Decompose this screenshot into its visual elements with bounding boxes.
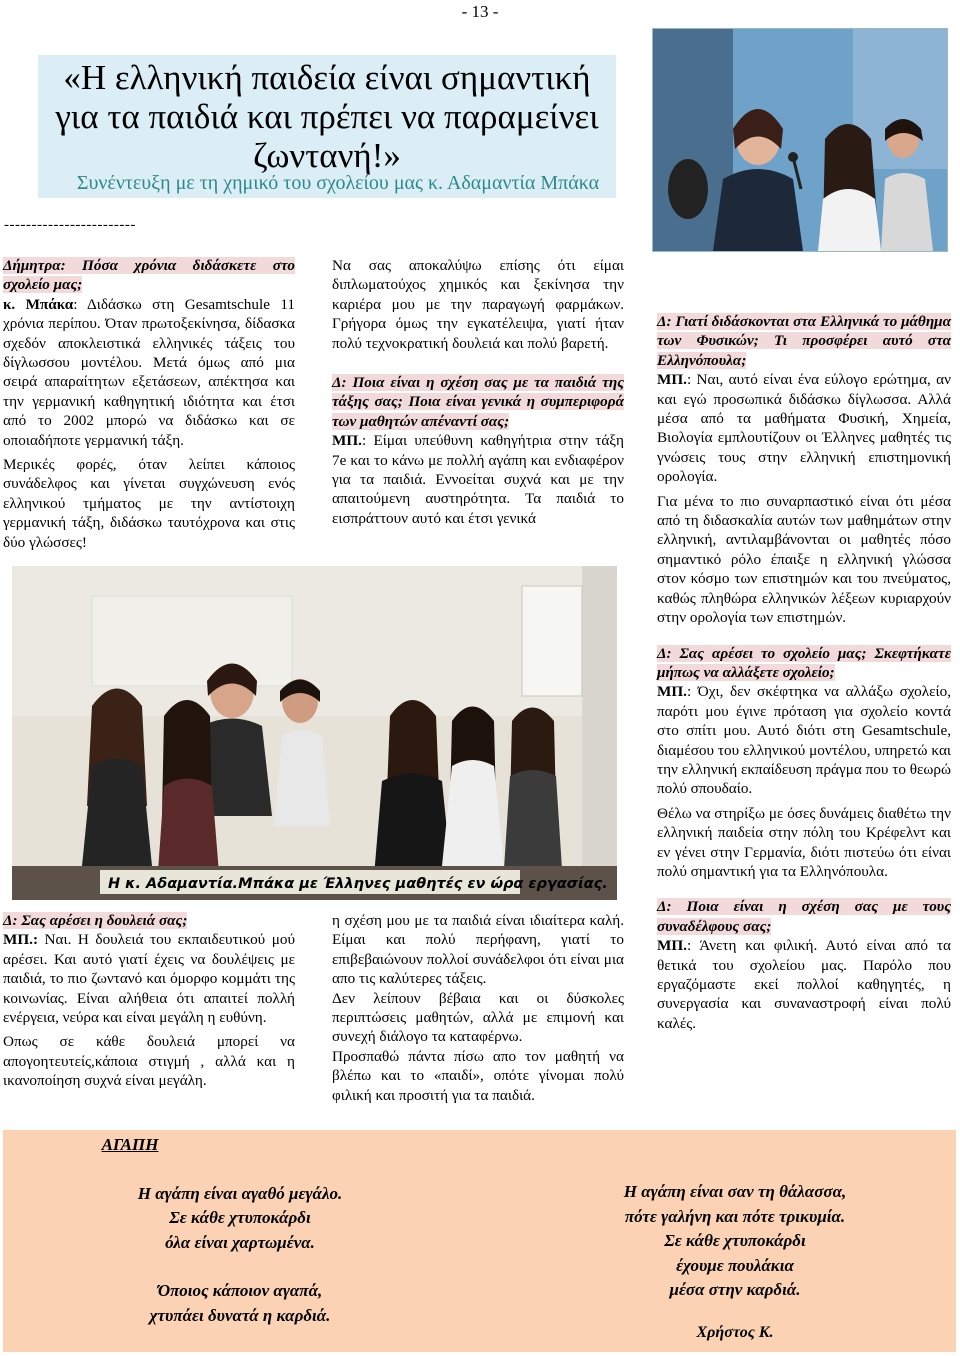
question-years-teaching: Δήμητρα: Πόσα χρόνια διδάσκετε στο σχολείο μας; bbox=[3, 257, 295, 294]
poem-line: Σε κάθε χτυποκάρδι bbox=[664, 1231, 806, 1250]
answer-like-job: Ναι. Η δουλειά του εκπαιδευτικού μού αρέσει. Και αυτό γιατί έχεις να δουλέψεις με παιδιά, το πιο ζωντανό και όμορφο κομμάτι της κοινωνίας. Είναι αλήθεια ότι απαιτεί πολλή ενέργεια, νεύρα και είναι μεγάλη η ευθύνη. bbox=[3, 931, 295, 1027]
poem-author: Χρήστος Κ. bbox=[696, 1323, 774, 1341]
answer-like-job-cont: Οπως σε κάθε δουλειά μπορεί να απογοητευτείς,κάποια στιγμή , αλλά και η ικανοποίηση συχνά είναι μεγάλη. bbox=[3, 1033, 295, 1090]
bottom-left-text bbox=[3, 911, 295, 1096]
answer-years-teaching-cont: Μερικές φορές, όταν λείπει κάποιος συνάδελφος και γίνεται συγχώνευση ενός ελληνικού τμήματος με την αντίστοιχη γερμανική τάξη, διδάσκω ταυτόχρονα και στις δύο γλώσσες! bbox=[3, 456, 295, 551]
poem-line: Η αγάπη είναι σαν τη θάλασσα, bbox=[623, 1182, 847, 1201]
column-1-text bbox=[3, 256, 295, 557]
difficult-cases-text: Δεν λείπουν βέβαια και οι δύσκολες περιπτώσεις μαθητών, αλλά με επιμονή και συνεχή διάλογο τα καταφέρνω. bbox=[332, 989, 624, 1046]
class-relation-cont: η σχέση μου με τα παιδιά είναι ιδιαίτερα καλή. Είμαι και πολύ περήφανη, γιατί το επιβεβαιώνουν πολλοί συνάδελφοι ότι είναι μια απο τις καλύτερες τάξεις. bbox=[332, 912, 624, 988]
poem-line: πότε γαλήνη και πότε τρικυμία. bbox=[624, 1206, 846, 1226]
photo-caption: Η κ. Αδαμαντία.Μπάκα με Έλληνες μαθητές εν ώρα εργασίας. bbox=[108, 876, 608, 892]
group-photo bbox=[12, 566, 617, 900]
poem-left bbox=[60, 1133, 420, 1328]
poem-title: ΑΓΑΠΗ bbox=[101, 1135, 159, 1154]
answer-physics-greek: : Ναι, αυτό είναι ένα εύλογο ερώτημα, αν και εγώ προσωπικά διδάσκω δίγλωσσα. Αλλά μέσα από τα μαθήματα Φυσική, Χημεία, Βιολογία εμπλουτίζουν οι Έλληνες μαθητές τις γνώσεις τους στην ελληνική επιστημονική ορολογία. bbox=[657, 371, 951, 486]
poem-right bbox=[555, 1180, 915, 1345]
answer-like-school: : Όχι, δεν σκέφτηκα να αλλάξω σχολείο, παρότι μου έγινε πρόταση για σχολείο κοντά στο σπίτι μου. Αυτό διότι στη Gesamtschule, διαμέσου του ελληνικού μοντέλου, υπηρετώ και την ελληνική εκπαίδευση πράγμα που το θεωρώ πολύ σπουδαίο. bbox=[657, 683, 951, 798]
question-like-school: Δ: Σας αρέσει το σχολείο μας; Σκεφτήκατε μήπως να αλλάξετε σχολείο; bbox=[657, 644, 951, 681]
child-view-text: Προσπαθώ πάντα πίσω απο τον μαθητή να βλέπω και το «παιδί», οπότε γίνομαι πολύ φιλική και προσιτή για τα παιδιά. bbox=[332, 1047, 624, 1104]
interview-photo bbox=[652, 28, 948, 252]
poem-line: Όποιος κάποιον αγαπά, bbox=[157, 1281, 323, 1300]
answer-speaker: κ. Μπάκα bbox=[3, 295, 74, 313]
answer-years-teaching: : Διδάσκω στη Gesamtschule 11 χρόνια περίπου. Όταν πρωτοξεκίνησα, δίδασκα σχεδόν αποκλειστικά ελληνικές τάξεις του δίγλωσσου μοντέλου. Μετά όμως από μια σειρά απαραίτητων εξετάσεων, απέκτησα και την γερμανική καθηγητική ιδιότητα και έτσι από το 2002 μπορώ να διδάσκω και σε οποιαδήποτε γερμανική τάξη. bbox=[3, 295, 295, 449]
answer-speaker: ΜΠ. bbox=[657, 937, 687, 955]
answer-speaker: ΜΠ. bbox=[657, 683, 687, 701]
page-number: - 13 - bbox=[461, 2, 499, 21]
poem-line: μέσα στην καρδιά. bbox=[669, 1280, 801, 1299]
bottom-middle-text bbox=[332, 911, 624, 1105]
answer-class-relation: : Είμαι υπεύθυνη καθηγήτρια στην τάξη 7e και το κάνω με πολλή αγάπη και ενδιαφέρον για τα παιδιά. Εννοείται συχνά και με την απαιτούμενη αυστηρότητα. Τα παιδιά το εισπράττουν αυτό και έτσι γενικά bbox=[332, 432, 624, 527]
poem-line: όλα είναι χαρτωμένα. bbox=[165, 1232, 315, 1252]
answer-speaker: ΜΠ.: bbox=[3, 931, 39, 949]
poem-line: έχουμε πουλάκια bbox=[676, 1255, 794, 1275]
chemist-career-text: Να σας αποκαλύψω επίσης ότι είμαι διπλωματούχος χημικός και ξεκίνησα την καριέρα μου με την παραγωγή φαρμάκων. Γρήγορα όμως την εγκατέλειψα, γιατί ήταν πολύ τεχνοκρατική δουλειά και πολύ βαρετή. bbox=[332, 257, 624, 352]
question-colleagues: Δ: Ποια είναι η σχέση σας με τους συναδέλφους σας; bbox=[657, 898, 951, 935]
column-2-text bbox=[332, 256, 624, 533]
poem-line: Σε κάθε χτυποκάρδι bbox=[169, 1208, 311, 1227]
poem-line: χτυπάει δυνατά η καρδιά. bbox=[149, 1305, 331, 1325]
question-like-job: Δ: Σας αρέσει η δουλειά σας; bbox=[3, 912, 188, 929]
headline: «Η ελληνική παιδεία είναι σημαντική για τα παιδιά και πρέπει να παραμείνει ζωντανή!» bbox=[55, 58, 599, 175]
answer-speaker: ΜΠ. bbox=[657, 371, 687, 389]
answer-speaker: ΜΠ. bbox=[332, 432, 362, 450]
question-physics-greek: Δ: Γιατί διδάσκονται στα Ελληνικά το μάθημα των Φυσικών; Τι προσφέρει αυτό στα Ελληνόπουλα; bbox=[657, 313, 951, 369]
subtitle: Συνέντευξη με τη χημικό του σχολείου μας κ. Αδαμαντία Μπάκα bbox=[76, 172, 600, 194]
poem-line: Η αγάπη είναι αγαθό μεγάλο. bbox=[137, 1183, 343, 1203]
divider: ------------------------ bbox=[4, 217, 136, 233]
column-3-text bbox=[657, 312, 951, 1038]
answer-physics-greek-cont: Για μένα το πιο συναρπαστικό είναι ότι μέσα από τη διδασκαλία αυτών των μαθημάτων στην ελληνική, αντιλαμβάνονται οι μαθητές πόσο σημαντικό ρόλο έπαιξε η ελληνική γλώσσα στον κόσμο των επιστημών και του πνεύματος, καθώς πληθώρα ελληνικών λέξεων κυριαρχούν στην ορολογία των επιστημών. bbox=[657, 492, 951, 627]
question-class-relation: Δ: Ποια είναι η σχέση σας με τα παιδιά της τάξης σας; Ποια είναι γενικά η συμπεριφορά των μαθητών απέναντί σας; bbox=[332, 374, 624, 430]
answer-colleagues: : Άνετη και φιλική. Αυτό είναι από τα θετικά του σχολείου μας. Παρόλο που εργαζόμαστε εκεί πολλοί καθηγητές, η συνεργασία και συναναστροφή είναι πολύ καλές. bbox=[657, 937, 951, 1032]
answer-like-school-cont: Θέλω να στηρίξω με όσες δυνάμεις διαθέτω την ελληνική παιδεία στην πόλη του Κρέφελντ και εν γένει στην Γερμανία, διότι πιστεύω ότι είναι πολύ σημαντική για τα Ελληνόπουλα. bbox=[657, 804, 951, 880]
